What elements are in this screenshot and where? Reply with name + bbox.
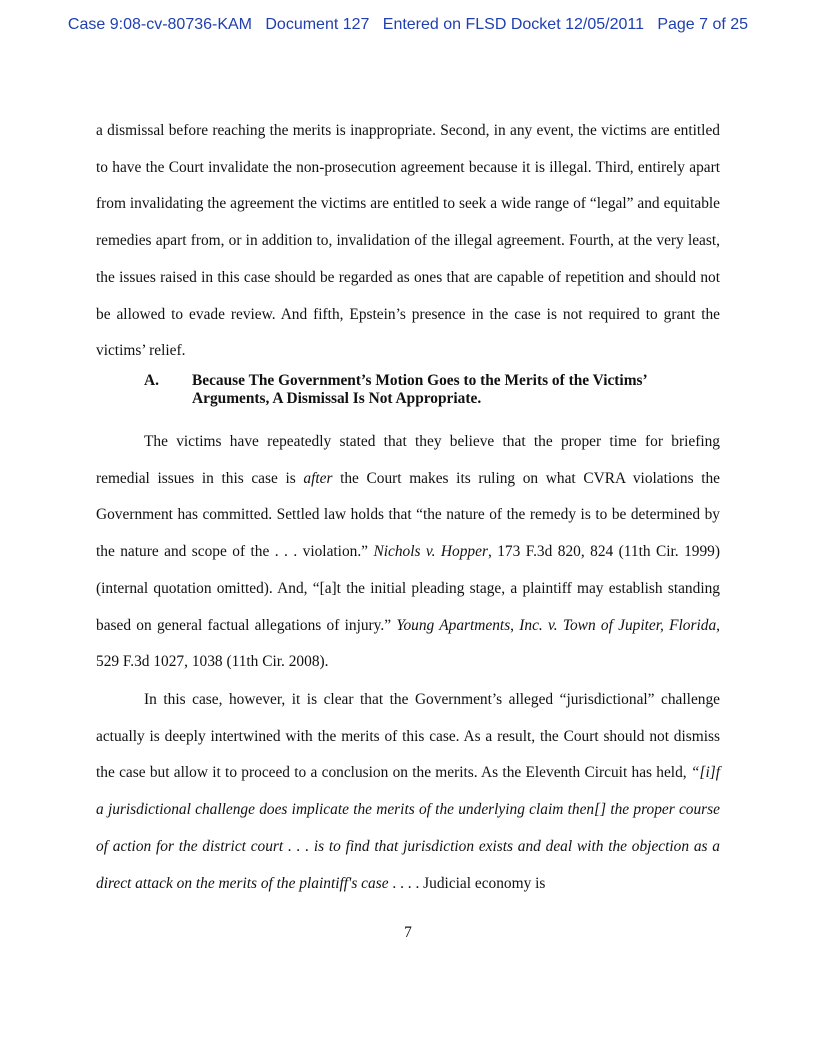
- docket-header: [0, 16, 816, 34]
- p3-text-2: . . . . Judicial economy is: [388, 874, 546, 892]
- header-page-count: Page 7 of 25: [657, 16, 749, 33]
- p2-case-nichols: Nichols v. Hopper: [373, 543, 488, 561]
- p2-case-young: Young Apartments, Inc. v. Town of Jupiter, Florida: [396, 616, 717, 634]
- page-number: 7: [404, 924, 412, 941]
- section-heading-letter: A.: [144, 372, 159, 389]
- header-entered-date: Entered on FLSD Docket 12/05/2011: [382, 16, 644, 33]
- section-heading-line2: Arguments, A Dismissal Is Not Appropriate.: [192, 390, 482, 407]
- paragraph-remedy-timing: [96, 424, 720, 681]
- header-document-number: Document 127: [265, 16, 370, 33]
- p2-text-2: the Court makes its ruling on what CVRA violations the Government has committed. Settled law holds that “the nature of the remedy is to be determined by the nature and scope of the . . . violation.”: [96, 469, 720, 561]
- section-heading-text: [192, 372, 692, 408]
- paragraph-jurisdiction: [96, 682, 720, 902]
- p2-text-1: The victims have repeatedly stated that they believe that the proper time for briefing remedial issues in this case is: [96, 433, 720, 487]
- p2-text-3: , 173 F.3d 820, 824 (11th Cir. 1999) (internal quotation omitted). And, “[a]t the initial pleading stage, a plaintiff may establish standing based on general factual allegations of injury.”: [96, 543, 721, 634]
- paragraph-intro: a dismissal before reaching the merits is inappropriate. Second, in any event, the victims are entitled to have the Court invalidate the non-prosecution agreement because it is illegal. Third, entirely apart from invalidating the agreement the victims are entitled to seek a wide range of “legal” and equitable remedies apart from, or in addition to, invalidation of the illegal agreement. Fourth, at the very least, the issues raised in this case should be regarded as ones that are capable of repetition and should not be allowed to evade review. And fifth, Epstein’s presence in the case is not required to grant the victims’ relief.: [96, 122, 720, 360]
- p2-text-4: , 529 F.3d 1027, 1038 (11th Cir. 2008).: [96, 616, 720, 671]
- p3-text-1: In this case, however, it is clear that the Government’s alleged “jurisdictional” challenge actually is deeply intertwined with the merits of this case. As a result, the Court should not dismiss the case but allow it to proceed to a conclusion on the merits. As the Eleventh Circuit has held,: [96, 691, 720, 782]
- header-case-number: Case 9:08-cv-80736-KAM: [67, 16, 253, 33]
- p2-emphasis-after: after: [303, 469, 333, 487]
- section-heading-line1: Because The Government’s Motion Goes to the Merits of the Victims’: [192, 372, 648, 389]
- p3-quote-eleventh-circuit: “[i]f a jurisdictional challenge does implicate the merits of the underlying claim then[] the proper course of action for the district court . . . is to find that jurisdiction exists and deal with the objection as a direct attack on the merits of the plaintiff's case: [96, 764, 720, 892]
